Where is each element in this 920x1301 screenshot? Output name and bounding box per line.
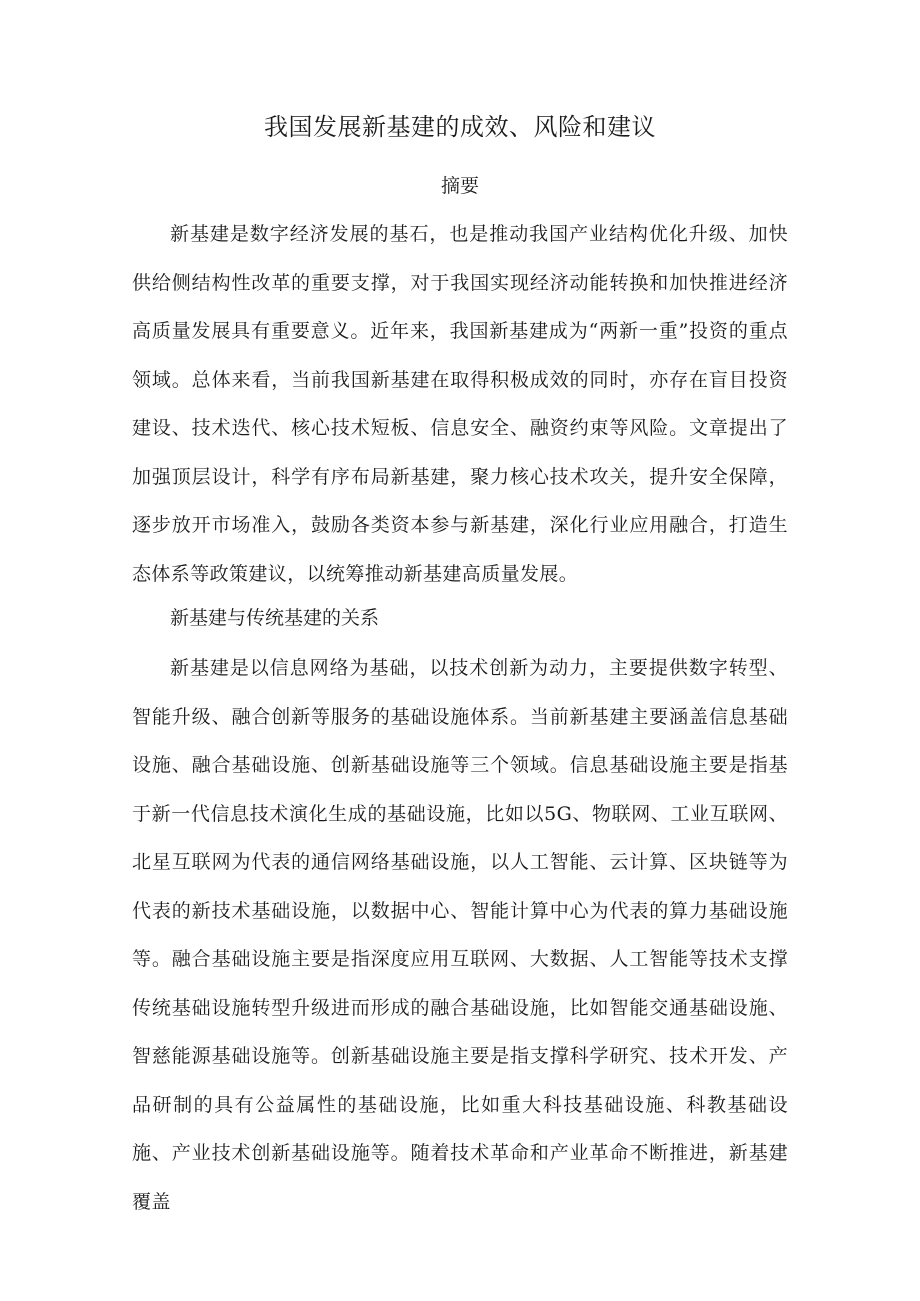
abstract-paragraph: 新基建是数字经济发展的基石，也是推动我国产业结构优化升级、加快供给侧结构性改革的重要支撑，对于我国实现经济动能转换和加快推进经济高质量发展具有重要意义。近年来，我国新基建成为“两新一重”投资的重点领域。总体来看，当前我国新基建在取得积极成效的同时，亦存在盲目投资建设、技术迭代、核心技术短板、信息安全、融资约束等风险。文章提出了加强顶层设计，科学有序布局新基建，聚力核心技术攻关，提升安全保障，逐步放开市场准入，鼓励各类资本参与新基建，深化行业应用融合，打造生态体系等政策建议，以统筹推动新基建高质量发展。	[132, 223, 788, 585]
section-heading: 新基建与传统基建的关系	[170, 607, 380, 629]
body-paragraph: 新基建是以信息网络为基础，以技术创新为动力，主要提供数字转型、智能升级、融合创新等服务的基础设施体系。当前新基建主要涵盖信息基础设施、融合基础设施、创新基础设施等三个领域。信息基础设施主要是指基于新一代信息技术演化生成的基础设施，比如以5G、物联网、工业互联网、北星互联网为代表的通信网络基础设施，以人工智能、云计算、区块链等为代表的新技术基础设施，以数据中心、智能计算中心为代表的算力基础设施等。融合基础设施主要是指深度应用互联网、大数据、人工智能等技术支撑传统基础设施转型升级进而形成的融合基础设施，比如智能交通基础设施、智慈能源基础设施等。创新基础设施主要是指支撑科学研究、技术开发、产品研制的具有公益属性的基础设施，比如重大科技基础设施、科教基础设施、产业技术创新基础设施等。随着技术革命和产业革命不断推进，新基建覆盖	[132, 657, 788, 1213]
document-title: 我国发展新基建的成效、风险和建议	[264, 113, 656, 141]
abstract-heading: 摘要	[440, 175, 479, 197]
